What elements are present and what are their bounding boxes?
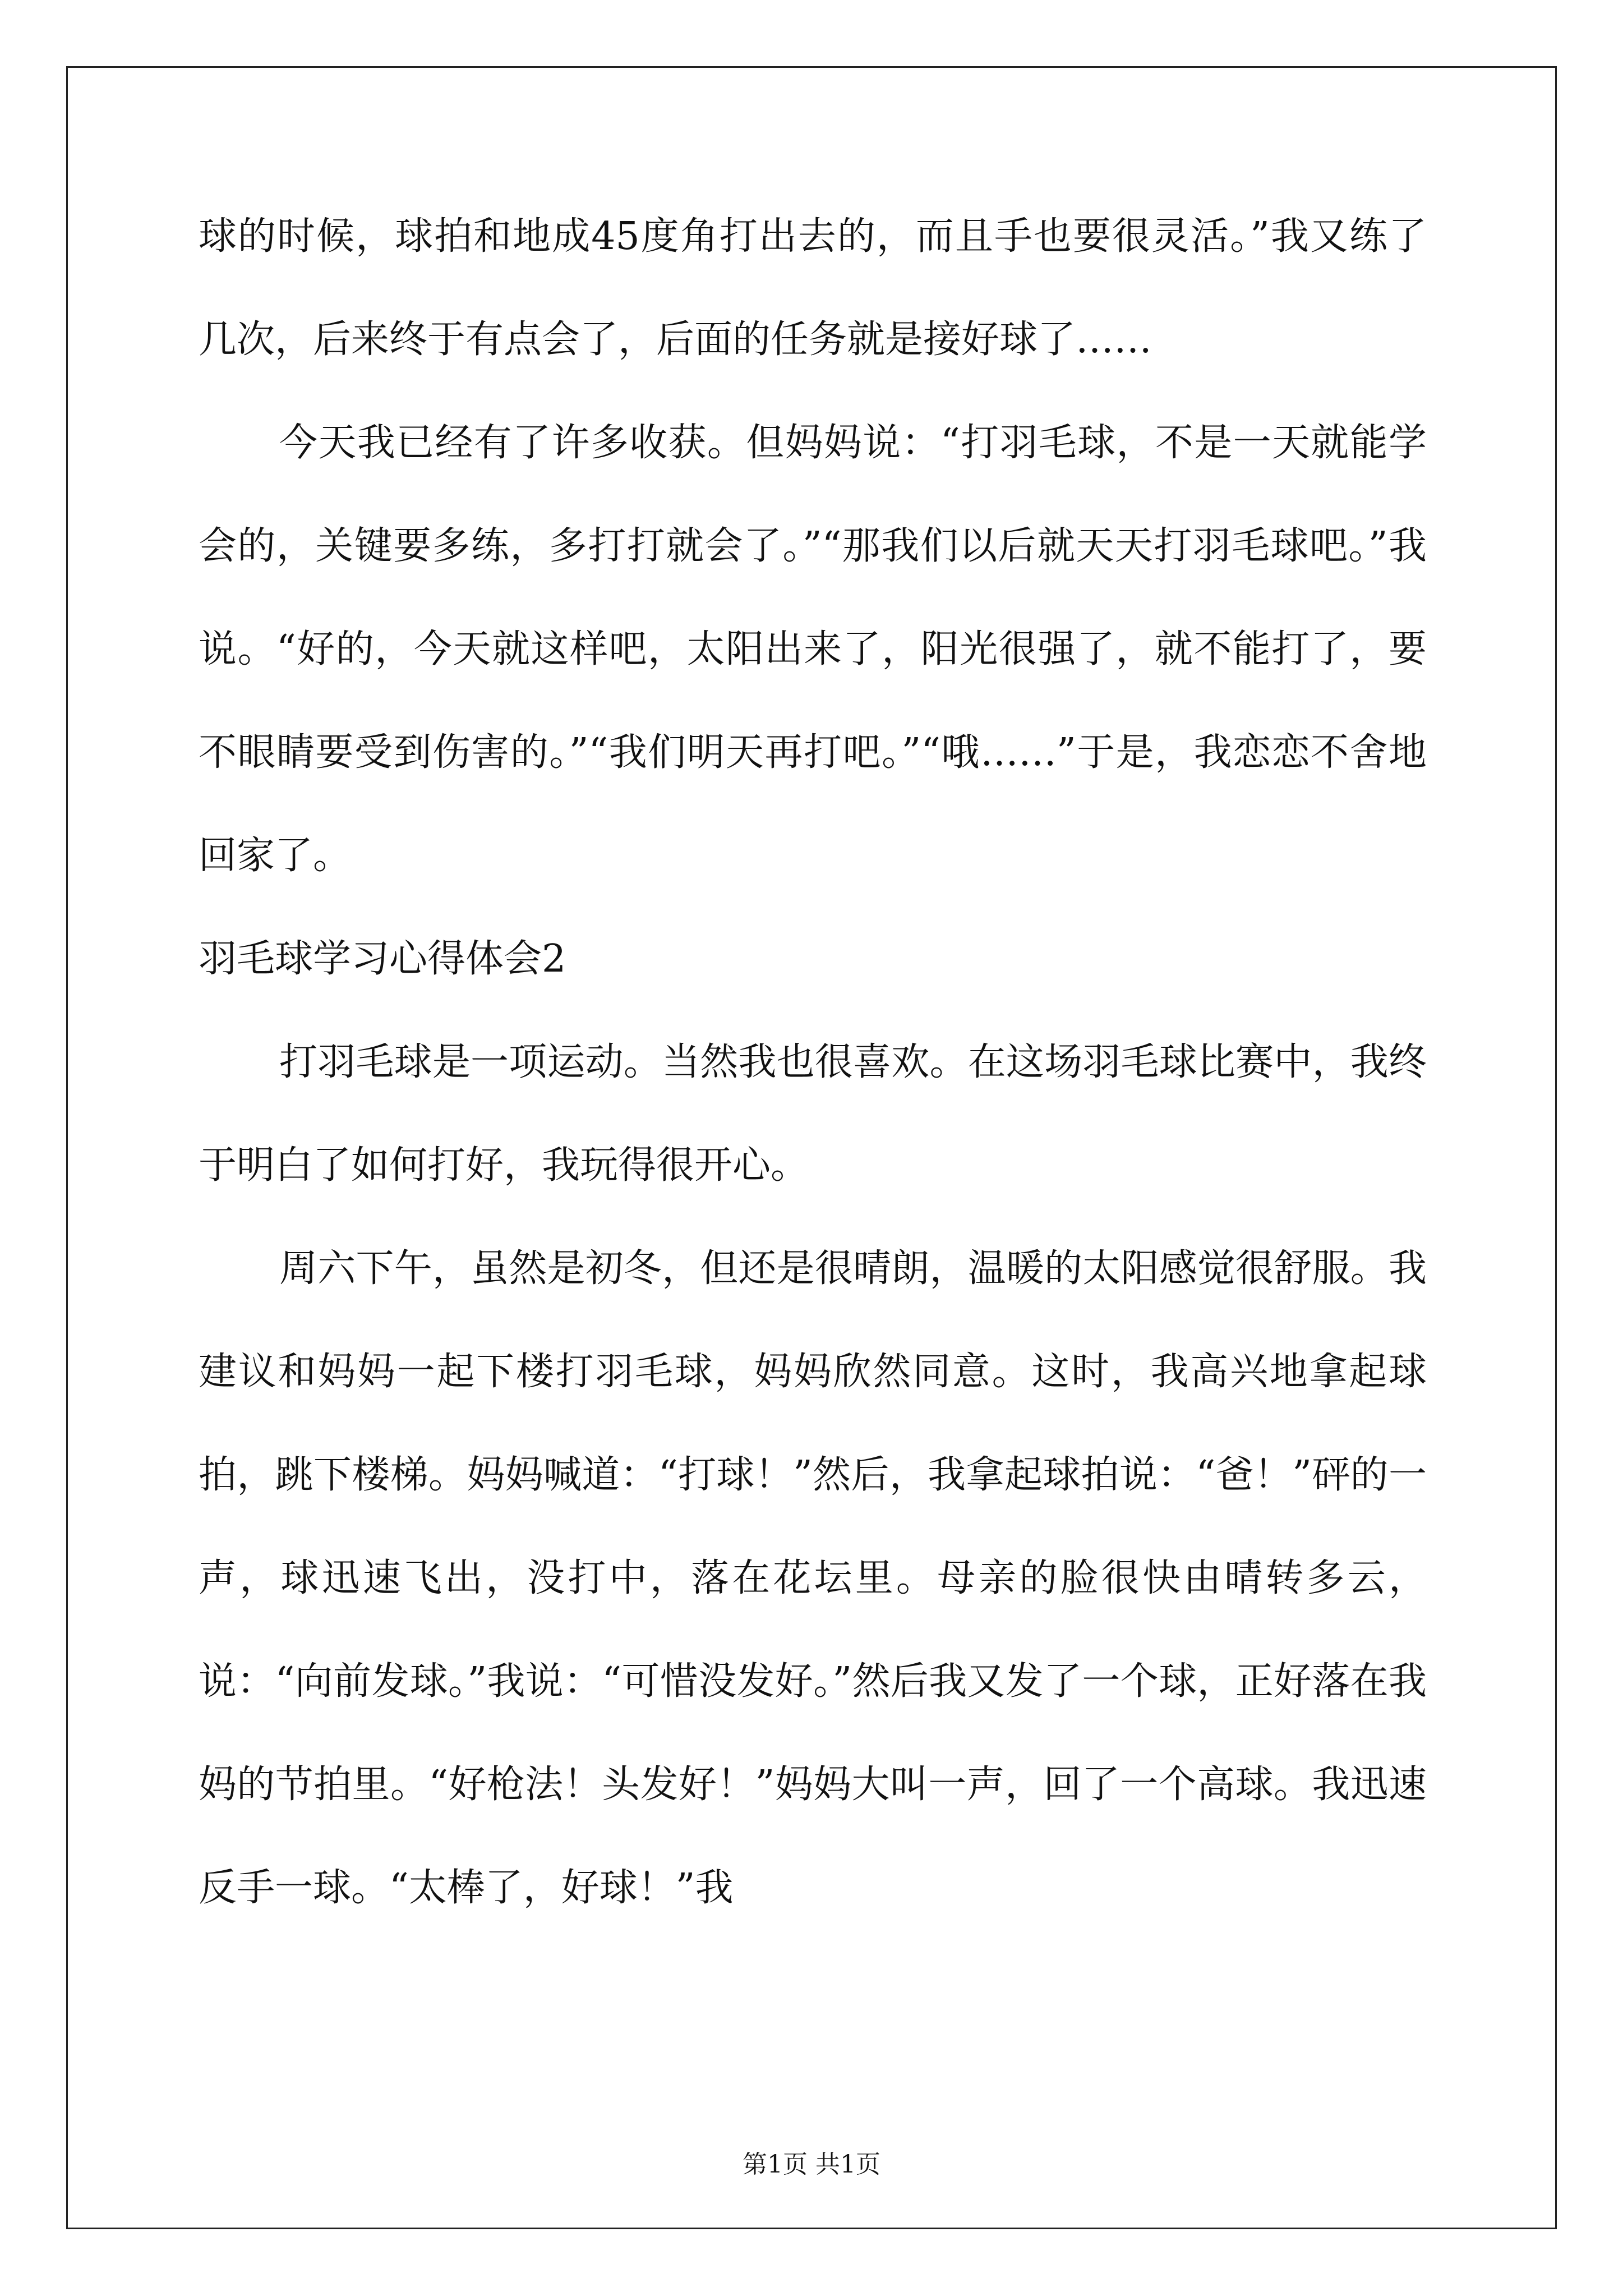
paragraph: 今天我已经有了许多收获。但妈妈说：“打羽毛球，不是一天就能学会的，关键要多练，多打打就会了。”“那我们以后就天天打羽毛球吧。”我说。“好的，今天就这样吧，太阳出来了，阳光很强了，就不能打了，要不眼睛要受到伤害的。”“我们明天再打吧。”“哦……”于是，我恋恋不舍地回家了。 <box>199 421 1427 878</box>
document-body <box>199 185 1427 1940</box>
page-footer: 第1页 共1页 <box>743 2150 880 2179</box>
section-heading: 羽毛球学习心得体会2 <box>199 937 566 981</box>
paragraph: 打羽毛球是一项运动。当然我也很喜欢。在这场羽毛球比赛中，我终于明白了如何打好，我玩得很开心。 <box>199 1040 1427 1188</box>
paragraph: 周六下午，虽然是初冬，但还是很晴朗，温暖的太阳感觉很舒服。我建议和妈妈一起下楼打羽毛球，妈妈欣然同意。这时，我高兴地拿起球拍，跳下楼梯。妈妈喊道：“打球！”然后，我拿起球拍说：“爸！”砰的一声，球迅速飞出，没打中，落在花坛里。母亲的脸很快由晴转多云，说：“向前发球。”我说：“可惜没发好。”然后我又发了一个球，正好落在我妈的节拍里。“好枪法！头发好！”妈妈大叫一声，回了一个高球。我迅速反手一球。“太棒了，好球！”我 <box>199 1246 1427 1910</box>
paragraph: 球的时候，球拍和地成45度角打出去的，而且手也要很灵活。”我又练了几次，后来终于有点会了，后面的任务就是接好球了…… <box>199 214 1427 362</box>
